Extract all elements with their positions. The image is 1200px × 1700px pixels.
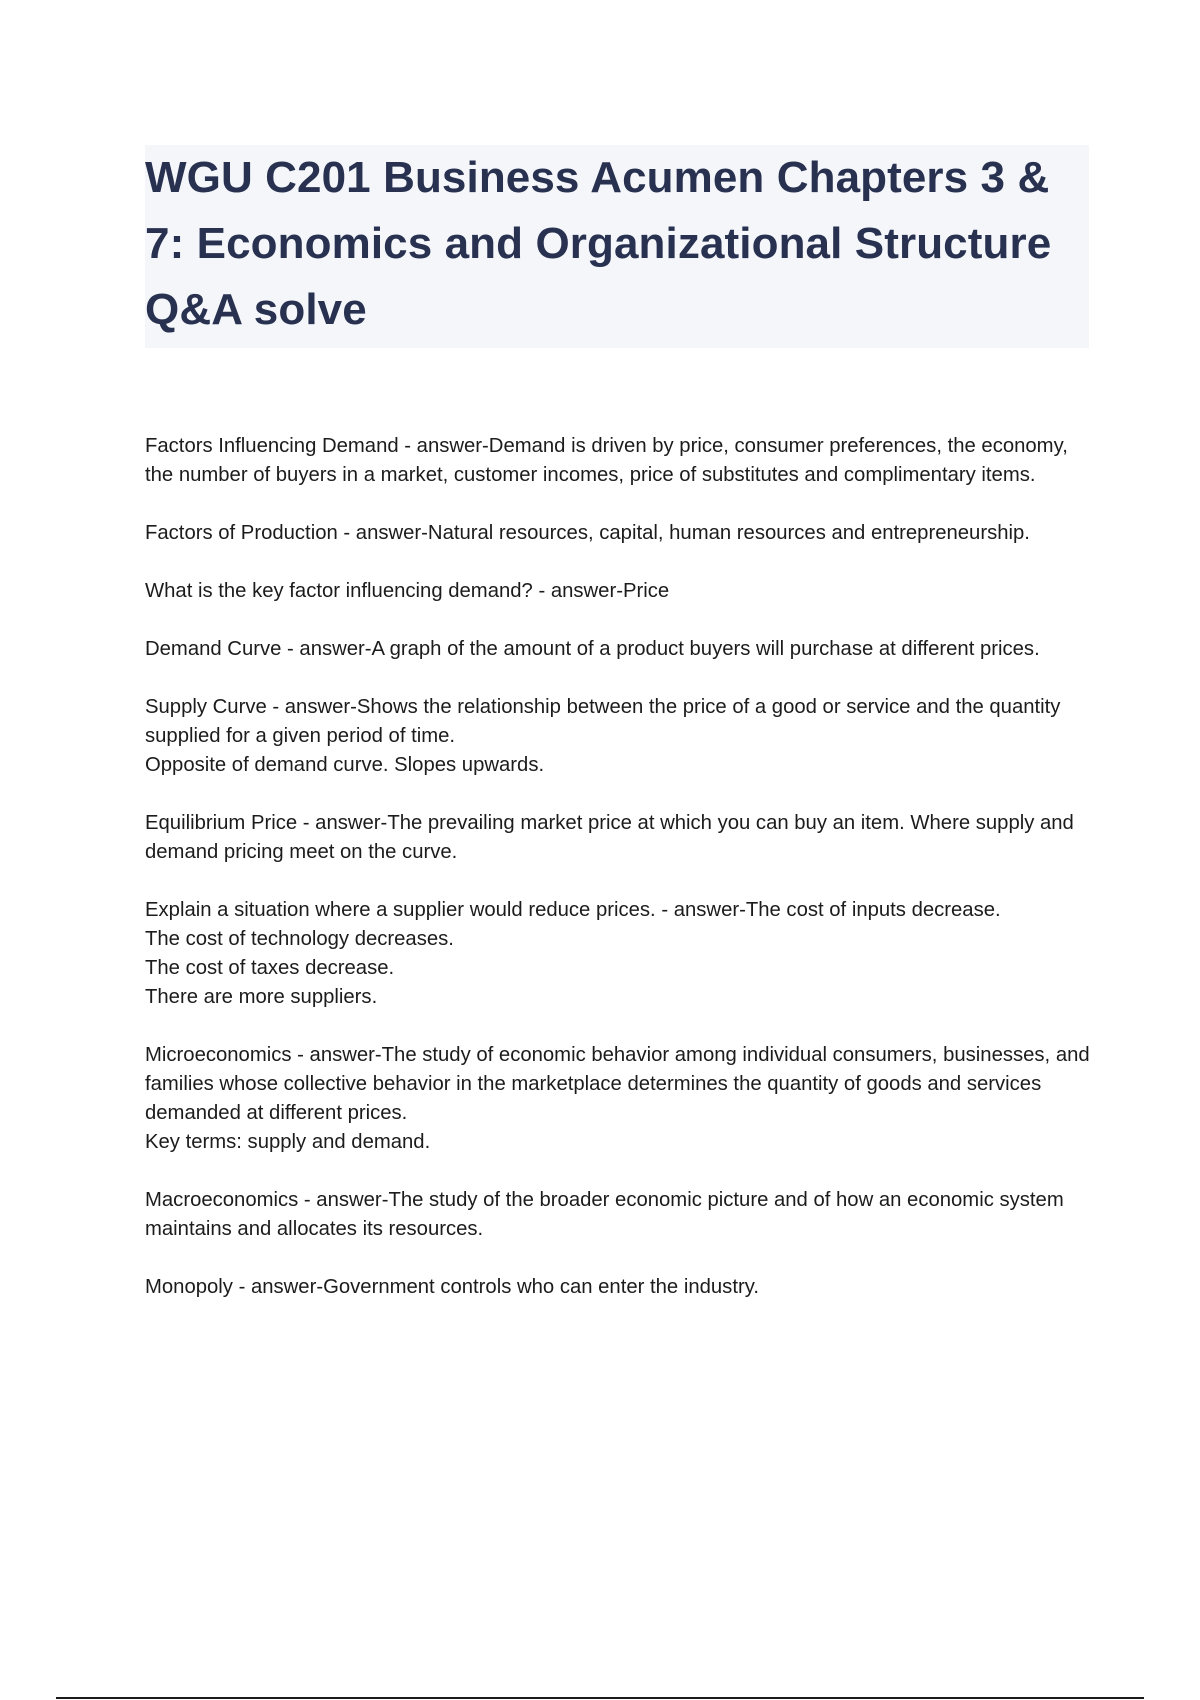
qa-entry-equilibrium-price: Equilibrium Price - answer-The prevailing market price at which you can buy an item. Where supply and demand pricing meet on the curve. [145, 812, 1074, 863]
qa-entry-factors-of-production: Factors of Production - answer-Natural resources, capital, human resources and entrepreneurship. [145, 522, 1030, 544]
title-block [145, 145, 1089, 348]
qa-entry-demand-curve: Demand Curve - answer-A graph of the amount of a product buyers will purchase at different prices. [145, 638, 1040, 660]
qa-entry-factors-influencing-demand: Factors Influencing Demand - answer-Demand is driven by price, consumer preferences, the economy, the number of buyers in a market, customer incomes, price of substitutes and complimentary items. [145, 435, 1068, 486]
qa-entry-microeconomics: Microeconomics - answer-The study of economic behavior among individual consumers, businesses, and families whose collective behavior in the marketplace determines the quantity of goods and services demanded at different prices. Key terms: supply and demand. [145, 1044, 1090, 1153]
page-bottom-rule [56, 1697, 1144, 1699]
qa-entry-macroeconomics: Macroeconomics - answer-The study of the broader economic picture and of how an economic system maintains and allocates its resources. [145, 1189, 1064, 1240]
qa-entry-supplier-reduce-prices: Explain a situation where a supplier would reduce prices. - answer-The cost of inputs decrease. The cost of technology decreases. The cost of taxes decrease. There are more suppliers. [145, 899, 1001, 1008]
qa-entry-monopoly: Monopoly - answer-Government controls who can enter the industry. [145, 1276, 759, 1298]
qa-entry-key-factor-demand: What is the key factor influencing demand? - answer-Price [145, 580, 670, 602]
qa-entry-supply-curve: Supply Curve - answer-Shows the relationship between the price of a good or service and the quantity supplied for a given period of time. Opposite of demand curve. Slopes upwards. [145, 696, 1061, 776]
qa-list [145, 432, 1095, 1331]
document-title: WGU C201 Business Acumen Chapters 3 & 7: Economics and Organizational Structure Q&A solve [145, 153, 1052, 334]
